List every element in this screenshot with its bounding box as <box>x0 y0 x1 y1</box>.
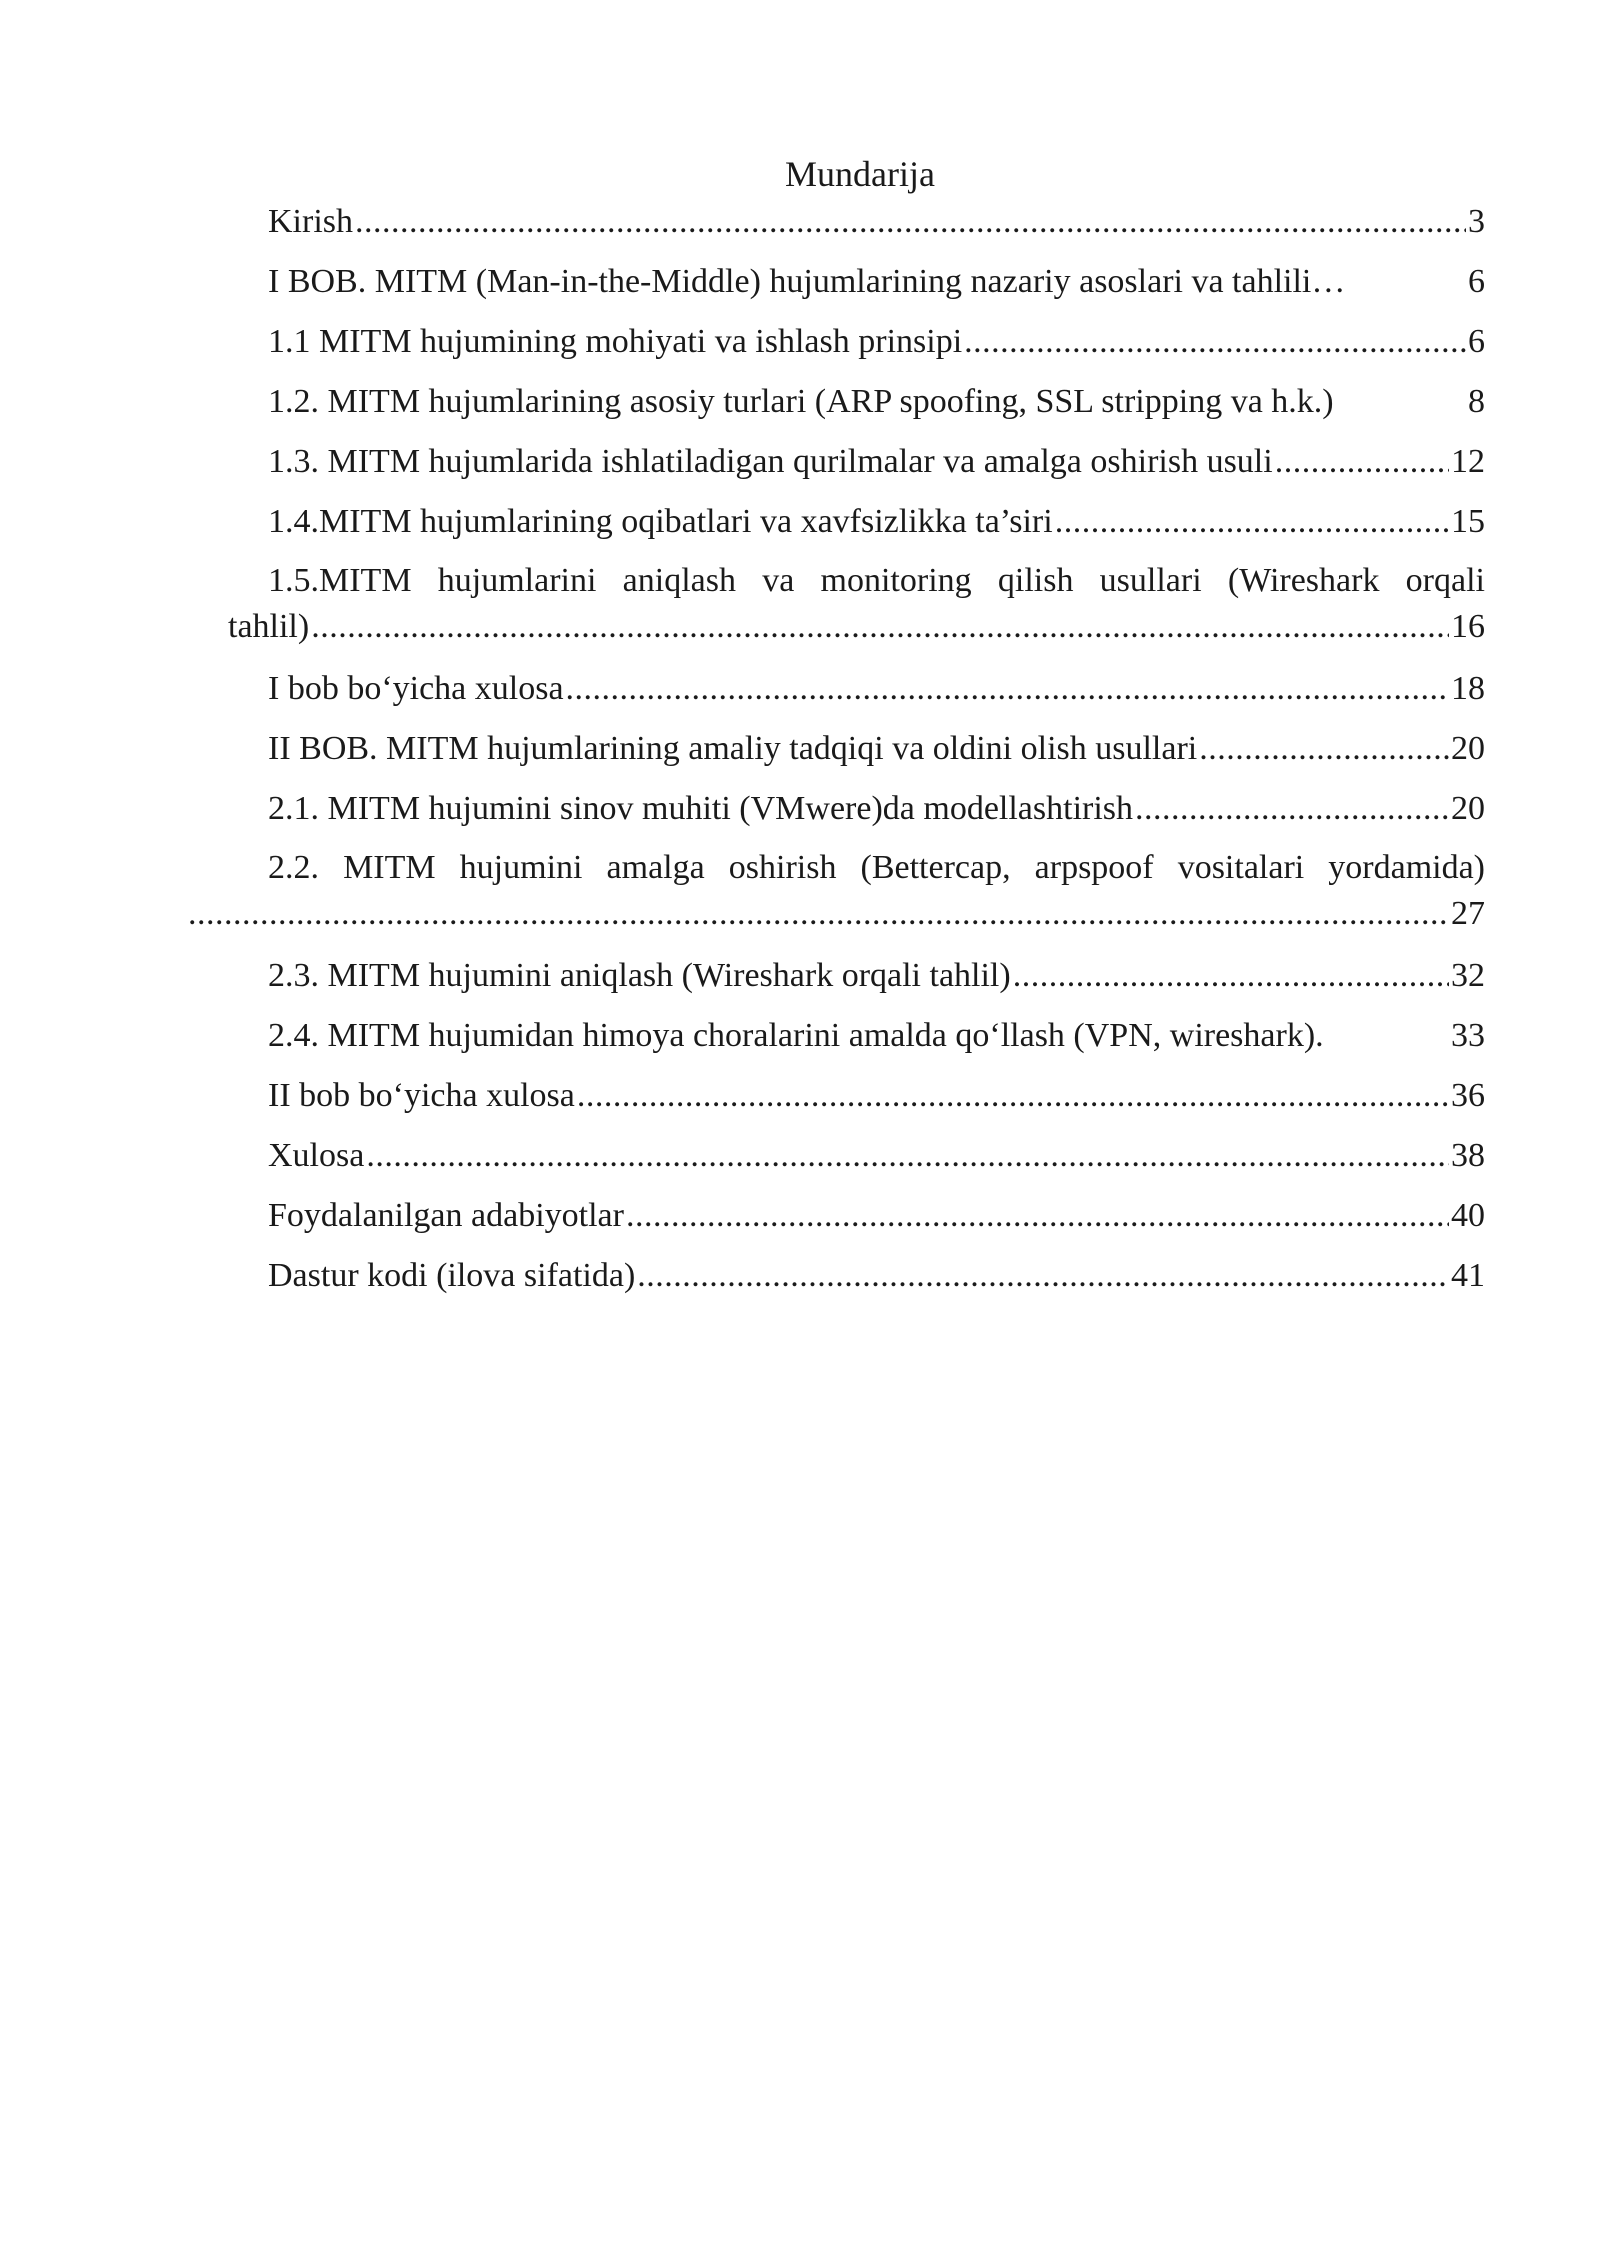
dot-leader <box>355 198 1466 246</box>
toc-page-number: 27 <box>1451 895 1485 932</box>
dot-leader <box>1199 725 1449 773</box>
toc-entry-label: Dastur kodi (ilova sifatida) <box>268 1257 636 1294</box>
toc-entry-label: II bob bo‘yicha xulosa <box>268 1077 575 1114</box>
dot-leader <box>1013 952 1449 1000</box>
toc-page-number: 6 <box>1468 263 1485 300</box>
toc-page-number: 8 <box>1468 383 1485 420</box>
dot-leader <box>1055 498 1449 546</box>
dot-leader <box>626 1192 1449 1240</box>
dot-leader <box>964 318 1466 366</box>
dot-leader <box>566 665 1449 713</box>
toc-page-number: 41 <box>1451 1257 1485 1294</box>
toc-entry-label: II BOB. MITM hujumlarining amaliy tadqiqi va oldini olish usullari <box>268 730 1198 767</box>
toc-entry[interactable] <box>228 318 1485 378</box>
toc-entry[interactable] <box>228 665 1485 725</box>
toc-entry[interactable] <box>228 1192 1485 1252</box>
toc-entry-label: 2.2. MITM hujumini amalga oshirish (Bettercap, arpspoof vositalari yordamida) <box>268 849 1485 886</box>
toc-page-number: 33 <box>1451 1017 1485 1054</box>
toc-page-number: 40 <box>1451 1197 1485 1234</box>
toc-entry[interactable] <box>228 378 1485 438</box>
toc-entry[interactable] <box>228 845 1485 952</box>
toc-entry-label: 2.3. MITM hujumini aniqlash (Wireshark orqali tahlil) <box>268 957 1011 994</box>
dot-leader <box>637 1252 1449 1300</box>
toc-entry-label: 1.4.MITM hujumlarining oqibatlari va xavfsizlikka ta’siri <box>268 503 1053 540</box>
toc-page-number: 18 <box>1451 670 1485 707</box>
toc-entry-label: Foydalanilgan adabiyotlar <box>268 1197 624 1234</box>
toc-entry[interactable] <box>228 498 1485 558</box>
dot-leader <box>311 604 1449 650</box>
toc-entry-label: 2.1. MITM hujumini sinov muhiti (VMwere)da modellashtirish <box>268 790 1134 827</box>
toc-page-number: 20 <box>1451 790 1485 827</box>
toc-entry[interactable] <box>228 438 1485 498</box>
dot-leader <box>577 1072 1449 1120</box>
toc-entry-label: 1.1 MITM hujumining mohiyati va ishlash prinsipi <box>268 323 963 360</box>
toc-entry[interactable] <box>228 558 1485 665</box>
toc-entry-label: 1.5.MITM hujumlarini aniqlash va monitoring qilish usullari (Wireshark orqali <box>268 562 1485 599</box>
toc-page-number: 36 <box>1451 1077 1485 1114</box>
toc-entry-label: I BOB. MITM (Man-in-the-Middle) hujumlarining nazariy asoslari va tahlili… <box>268 263 1346 300</box>
toc-entry-label: 1.2. MITM hujumlarining asosiy turlari (ARP spoofing, SSL stripping va h.k.) <box>268 383 1334 420</box>
toc-entry[interactable] <box>228 725 1485 785</box>
toc-entry[interactable] <box>228 1252 1485 1312</box>
toc-entry-label: 1.3. MITM hujumlarida ishlatiladigan qurilmalar va amalga oshirish usuli <box>268 443 1273 480</box>
toc-entry-label: Kirish <box>268 203 353 240</box>
toc-entry[interactable] <box>228 785 1485 845</box>
toc-entry[interactable] <box>228 1012 1485 1072</box>
dot-leader <box>1275 438 1449 486</box>
toc-page-number: 16 <box>1451 608 1485 645</box>
toc-entry[interactable] <box>228 952 1485 1012</box>
toc-page-number: 32 <box>1451 957 1485 994</box>
toc-entry[interactable] <box>228 258 1485 318</box>
toc-page-number: 20 <box>1451 730 1485 767</box>
toc-entry-label: 2.4. MITM hujumidan himoya choralarini amalda qo‘llash (VPN, wireshark). <box>268 1017 1324 1054</box>
toc-entry[interactable] <box>228 1072 1485 1132</box>
dot-leader <box>188 891 1449 937</box>
toc-entry[interactable] <box>228 1132 1485 1192</box>
dot-leader <box>1135 785 1449 833</box>
toc-entry-label: Xulosa <box>268 1137 365 1174</box>
toc-page-number: 12 <box>1451 443 1485 480</box>
toc-page-number: 38 <box>1451 1137 1485 1174</box>
toc-page-number: 3 <box>1468 203 1485 240</box>
toc-entry-label-continuation: tahlil) <box>228 608 310 645</box>
toc-entry[interactable] <box>228 198 1485 258</box>
toc-page-number: 15 <box>1451 503 1485 540</box>
toc-page-number: 6 <box>1468 323 1485 360</box>
toc-entry-label: I bob bo‘yicha xulosa <box>268 670 564 707</box>
dot-leader <box>366 1132 1449 1180</box>
page-title: Mundarija <box>785 154 935 194</box>
table-of-contents <box>228 198 1485 1312</box>
